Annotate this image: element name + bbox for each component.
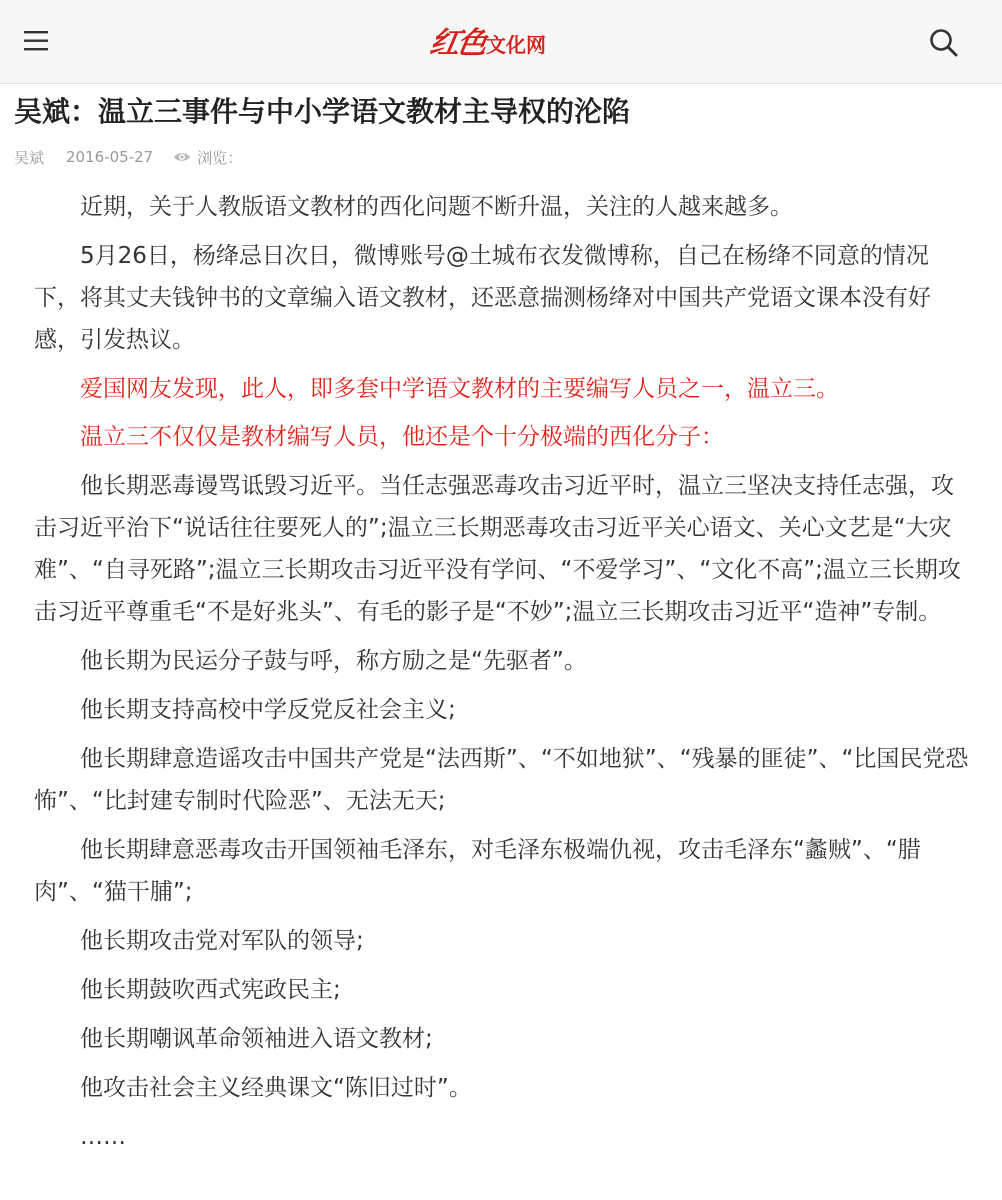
site-logo[interactable] [427,22,546,62]
article-meta [14,146,242,168]
article-paragraph: 他攻击社会主义经典课文“陈旧过时”。 [80,1075,472,1101]
article-paragraph: 他长期为民运分子鼓与呼，称方励之是“先驱者”。 [80,648,587,674]
article-author[interactable]: 吴斌 [14,148,45,167]
article-paragraph: 近期，关于人教版语文教材的西化问题不断升温，关注的人越来越多。 [80,194,793,220]
article-paragraph: 他长期鼓吹西式宪政民主; [80,977,341,1003]
article-paragraph: 他长期肆意造谣攻击中国共产党是“法西斯”、“不如地狱”、“残暴的匪徒”、“比国民党恐怖”、“比封建专制时代险恶”、无法无天; [34,746,969,814]
article-title: 吴斌：温立三事件与中小学语文教材主导权的沦陷 [14,95,631,128]
article-views-label: 浏览： [197,148,243,167]
article-paragraph: 他长期支持高校中学反党反社会主义; [80,697,456,723]
article-paragraph-highlight: 爱国网友发现，此人，即多套中学语文教材的主要编写人员之一，温立三。 [80,376,839,402]
article-paragraph: …… [80,1124,126,1150]
article-paragraph-highlight: 温立三不仅仅是教材编写人员，他还是个十分极端的西化分子： [80,424,724,450]
menu-button[interactable] [22,26,52,56]
article-paragraph: 他长期恶毒谩骂诋毁习近平。当任志强恶毒攻击习近平时，温立三坚决支持任志强，攻击习近平治下“说话往往要死人的”;温立三长期恶毒攻击习近平关心语文、关心文艺是“大灾难”、“自寻死路”;温立三长期攻击习近平没有学问、“不爱学习”、“文化不高”;温立三长期攻击习近平尊重毛“不是好兆头”、有毛的影子是“不妙”;温立三长期攻击习近平“造神”专制。 [34,473,961,625]
article-paragraph: 他长期攻击党对军队的领导; [80,928,364,954]
logo-site-name: 文化网 [486,33,546,57]
logo-script-text: 红色 [427,26,488,61]
eye-icon [173,151,191,163]
search-button[interactable] [928,27,960,59]
search-icon [928,27,960,59]
top-navigation-bar [0,0,1002,84]
article-date: 2016-05-27 [66,148,154,166]
article-paragraph: 他长期肆意恶毒攻击开国领袖毛泽东，对毛泽东极端仇视，攻击毛泽东“蠡贼”、“腊肉”、“猫干脯”; [34,837,921,905]
article-paragraph: 5月26日，杨绛忌日次日，微博账号@土城布衣发微博称，自己在杨绛不同意的情况下，将其丈夫钱钟书的文章编入语文教材，还恶意揣测杨绛对中国共产党语文课本没有好感，引发热议。 [34,243,931,353]
hamburger-icon [22,26,52,56]
article-paragraph: 他长期嘲讽革命领袖进入语文教材; [80,1026,433,1052]
article-body [34,186,974,1165]
